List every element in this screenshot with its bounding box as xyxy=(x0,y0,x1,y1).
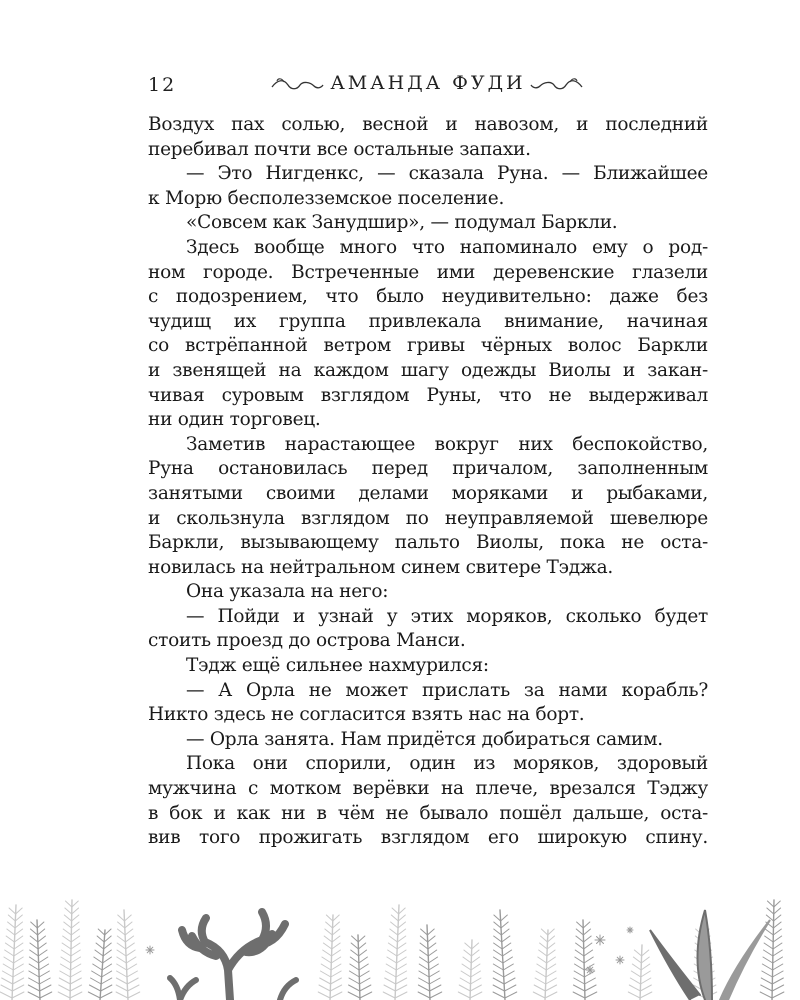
text-line: — Это Нигденкс, — сказала Руна. — Ближайшее xyxy=(186,163,708,185)
text-line: Она указала на него: xyxy=(186,581,389,603)
text-line: ном городе. Встреченные ими деревенские глазели xyxy=(148,261,708,283)
text-line: Пока они спорили, один из моряков, здоровый xyxy=(186,753,708,775)
text-line: мужчина с мотком верёвки на плече, врезался Тэджу xyxy=(148,778,708,800)
text-line: Воздух пах солью, весной и навозом, и последний xyxy=(148,114,708,135)
text-line: чивая суровым взглядом Руны, что не выдерживал xyxy=(148,384,708,406)
text-line: Руна остановилась перед причалом, заполненным xyxy=(148,458,708,480)
body-text xyxy=(148,113,708,851)
text-line: в бок и как ни в чём не бывало пошёл дальше, оста- xyxy=(148,802,708,824)
text-line: Заметив нарастающее вокруг них беспокойство, xyxy=(186,433,708,455)
text-line: и звенящей на каждом шагу одежды Виолы и закан- xyxy=(148,359,708,381)
text-line: Баркли, вызывающему пальто Виолы, пока не оста- xyxy=(148,532,708,554)
text-line: перебивал почти все остальные запахи. xyxy=(148,138,531,160)
text-line: новилась на нейтральном синем свитере Тэджа. xyxy=(148,556,614,578)
text-line: стоить проезд до острова Манси. xyxy=(148,630,466,652)
text-line: занятыми своими делами моряками и рыбаками, xyxy=(148,482,708,504)
text-line: Никто здесь не согласится взять нас на борт. xyxy=(148,704,585,726)
text-line: — Орла занята. Нам придётся добираться самим. xyxy=(186,728,663,750)
seaweed-coral-decoration-icon xyxy=(0,890,800,1000)
text-line: — Пойди и узнай у этих моряков, сколько будет xyxy=(186,605,708,627)
text-line: вив того прожигать взглядом его широкую спину. xyxy=(148,827,708,849)
text-line: к Морю бесполезземское поселение. xyxy=(148,187,505,209)
text-line: со встрёпанной ветром гривы чёрных волос Баркли xyxy=(148,335,708,357)
text-line: чудищ их группа привлекала внимание, начиная xyxy=(148,310,708,332)
page-header xyxy=(0,72,800,102)
page-number: 12 xyxy=(148,74,177,96)
text-line: — А Орла не может прислать за нами корабль? xyxy=(186,679,708,701)
text-line: с подозрением, что было неудивительно: даже без xyxy=(148,286,708,308)
text-line: ни один торговец. xyxy=(148,409,321,431)
flourish-right-icon xyxy=(530,76,584,94)
text-line: Здесь вообще много что напоминало ему о род- xyxy=(186,236,708,258)
text-line: и скользнула взглядом по неуправляемой шевелюре xyxy=(148,507,708,529)
running-head-author: АМАНДА ФУДИ xyxy=(330,72,526,94)
text-line: Тэдж ещё сильнее нахмурился: xyxy=(186,655,489,677)
text-line: «Совсем как Занудшир», — подумал Баркли. xyxy=(186,212,618,234)
